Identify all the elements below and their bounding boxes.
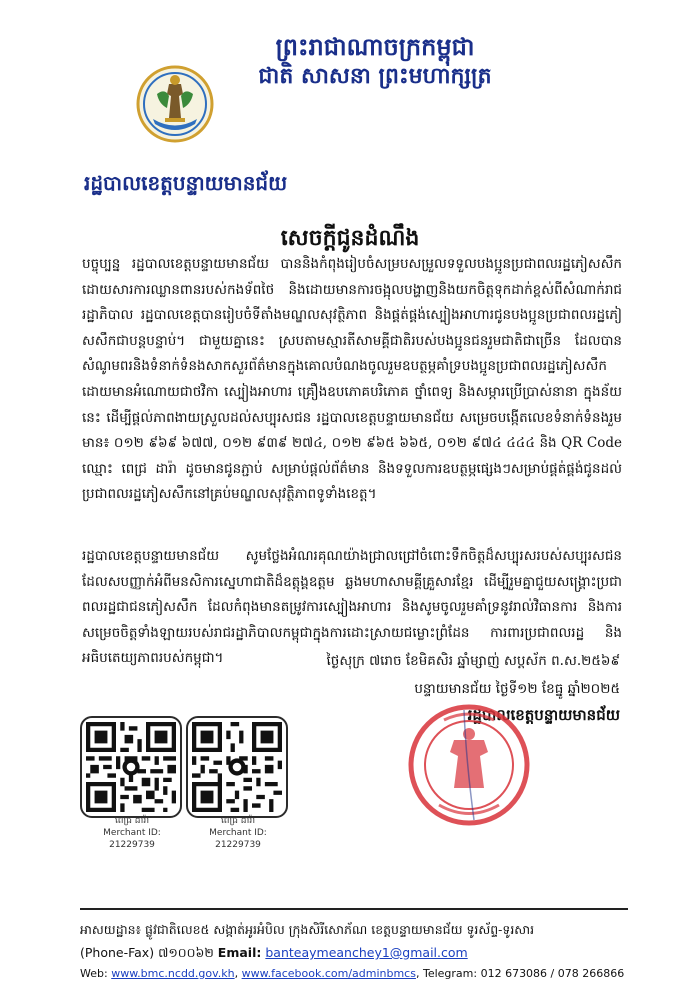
qr-merchant-id: Merchant ID: 21229739 <box>209 828 267 850</box>
phone-value: ៧១០០៦២ <box>158 945 214 960</box>
qr-code-icon <box>86 722 176 812</box>
email-link[interactable]: banteaymeanchey1@gmail.com <box>265 945 468 960</box>
qr-account-name: ពេជ្រ ដារ៉ា <box>220 816 256 826</box>
kingdom-motto-line2: ជាតិ សាសនា ព្រះមហាក្សត្រ <box>258 63 492 89</box>
place-date-line: បន្ទាយមានជ័យ ថ្ងៃទី១២ ខែធ្នូ ឆ្នាំ២០២៥ <box>414 681 620 697</box>
qr-label-1 <box>80 815 184 851</box>
qr-code-1[interactable] <box>80 716 182 818</box>
footer-contact-line <box>80 945 640 964</box>
body-paragraph-2: រដ្ឋបាលខេត្តបន្ទាយមានជ័យ សូមថ្លែងអំណរគុណយ៉ាងជ្រាលជ្រៅចំពោះទឹកចិត្តដ៏សប្បុរសរបស់សប្បុរសជន ដែលសបញ្ញាក់អំពីមនសិការស្នេហាជាតិដ៏ឧត្តុង្គឧត្តម ឆ្លងមហាសាមគ្គីគ្រួសារខ្មែរ ដើម្បីរួមគ្នាជួយសង្គ្រោះប្រជាពលរដ្ឋជាជនភៀសសឹក ដែលកំពុងមានតម្រូវការស្បៀងអាហារ និងសូមចូលរួមគាំទ្រនូវរាល់វិធានការ និងការសម្រេចចិត្តទាំងឡាយរបស់រាជរដ្ឋាភិបាលកម្ពុជាក្នុងការដោះស្រាយជម្លោះព្រំដែន ការពារប្រជាពលរដ្ឋ និងអធិបតេយ្យភាពរបស់កម្ពុជា។ <box>82 548 622 667</box>
qr-account-name: ពេជ្រ ដារ៉ា <box>114 816 150 826</box>
web-label: Web: <box>80 967 108 980</box>
official-seal-icon <box>404 700 534 830</box>
provincial-admin-name: រដ្ឋបាលខេត្តបន្ទាយមានជ័យ <box>84 171 288 195</box>
phone-label: (Phone-Fax) <box>80 945 155 960</box>
kingdom-motto-line1: ព្រះរាជាណាចក្រកម្ពុជា <box>275 32 475 61</box>
signatory-name: រដ្ឋបាលខេត្តបន្ទាយមានជ័យ <box>467 706 620 724</box>
body-paragraph-1: បច្ចុប្បន្ន រដ្ឋបាលខេត្តបន្ទាយមានជ័យ បាននិងកំពុងរៀបចំសម្របសម្រួលទទួលបងប្អូនប្រជាពលរដ្ឋភៀសសឹកដោយសារការឈ្លានពានរបស់កងទ័ពថៃ និងដោយមានការចង្អុលបង្ហាញនិងយកចិត្តទុកដាក់ខ្ពស់ពីសំណាក់រាជរដ្ឋាភិបាល រដ្ឋបាលខេត្តបានរៀបចំទីតាំងមណ្ឌលសុវត្ថិភាព និងផ្គត់ផ្គង់ស្បៀងអាហារជូនបងប្អូនប្រជាពលរដ្ឋភៀសសឹកជាបន្តបន្ទាប់។ ជាមួយគ្នានេះ ស្របតាមស្មារតីសាមគ្គីជាតិរបស់បងប្អូនជនរួមជាតិជាច្រើន ដែលបានសំណូមពរនិងទំនាក់ទំនងសាកសួរព័ត៌មានក្នុងគោលបំណងចូលរួមឧបត្ថម្ភគាំទ្របងប្អូនប្រជាពលរដ្ឋភៀសសឹក ដោយមានអំណោយជាថវិកា ស្បៀងអាហារ គ្រឿងឧបភោគបរិភោគ ថ្នាំពេទ្យ និងសម្ភារប្រើប្រាស់នានា ក្នុងន័យនេះ ដើម្បីផ្តល់ភាពងាយស្រួលដល់សប្បុរសជន រដ្ឋបាលខេត្តបន្ទាយមានជ័យ សម្រេចបង្កើតលេខទំនាក់ទំនងរួមមាន៖ ០១២ ៩៦៩ ៦៧៧, ០១២ ៩៣៩ ២៧៤, ០១២ ៩៦៥ ៦៦៥, ០១២ ៩៧៤ ៤៤៤ និង QR Code ឈ្មោះ ពេជ្រ ដារ៉ា ដូចមានជូនភ្ជាប់ សម្រាប់ផ្តល់ព័ត៌មាន និងទទួលការឧបត្ថម្ភផ្សេងៗសម្រាប់ផ្គត់ផ្គង់ជូនដល់ប្រជាពលរដ្ឋភៀសសឹកនៅគ្រប់មណ្ឌលសុវត្ថិភាពទូទាំងខេត្ត។ <box>82 256 622 503</box>
lunar-date-line: ថ្ងៃសុក្រ ៧រោច ខែមិគសិរ ឆ្នាំម្សាញ់ សប្តស័ក ព.ស.២៥៦៩ <box>326 653 620 669</box>
email-label: Email: <box>217 945 262 960</box>
notice-title: សេចក្តីជូនដំណឹង <box>280 225 420 251</box>
telegram-contact: Telegram: 012 673086 / 078 266866 <box>422 967 625 980</box>
footer-divider <box>80 908 628 910</box>
qr-code-icon <box>192 722 282 812</box>
qr-label-2 <box>186 815 290 851</box>
provincial-emblem-icon <box>135 64 215 144</box>
footer-address: អាសយដ្ឋាន៖ ផ្លូវជាតិលេខ៥ សង្កាត់អូរអំបិល ក្រុងសិរីសោភ័ណ ខេត្តបន្ទាយមានជ័យ ទូរស័ព្ទ-ទូរសារ <box>80 922 535 937</box>
website-link[interactable]: www.bmc.ncdd.gov.kh <box>111 967 235 980</box>
qr-code-2[interactable] <box>186 716 288 818</box>
facebook-link[interactable]: www.facebook.com/adminbmcs <box>241 967 416 980</box>
qr-merchant-id: Merchant ID: 21229739 <box>103 828 161 850</box>
footer-web-line: Web: www.bmc.ncdd.gov.kh, www.facebook.com/adminbmcs, Telegram: 012 673086 / 078 266866 <box>80 967 625 980</box>
